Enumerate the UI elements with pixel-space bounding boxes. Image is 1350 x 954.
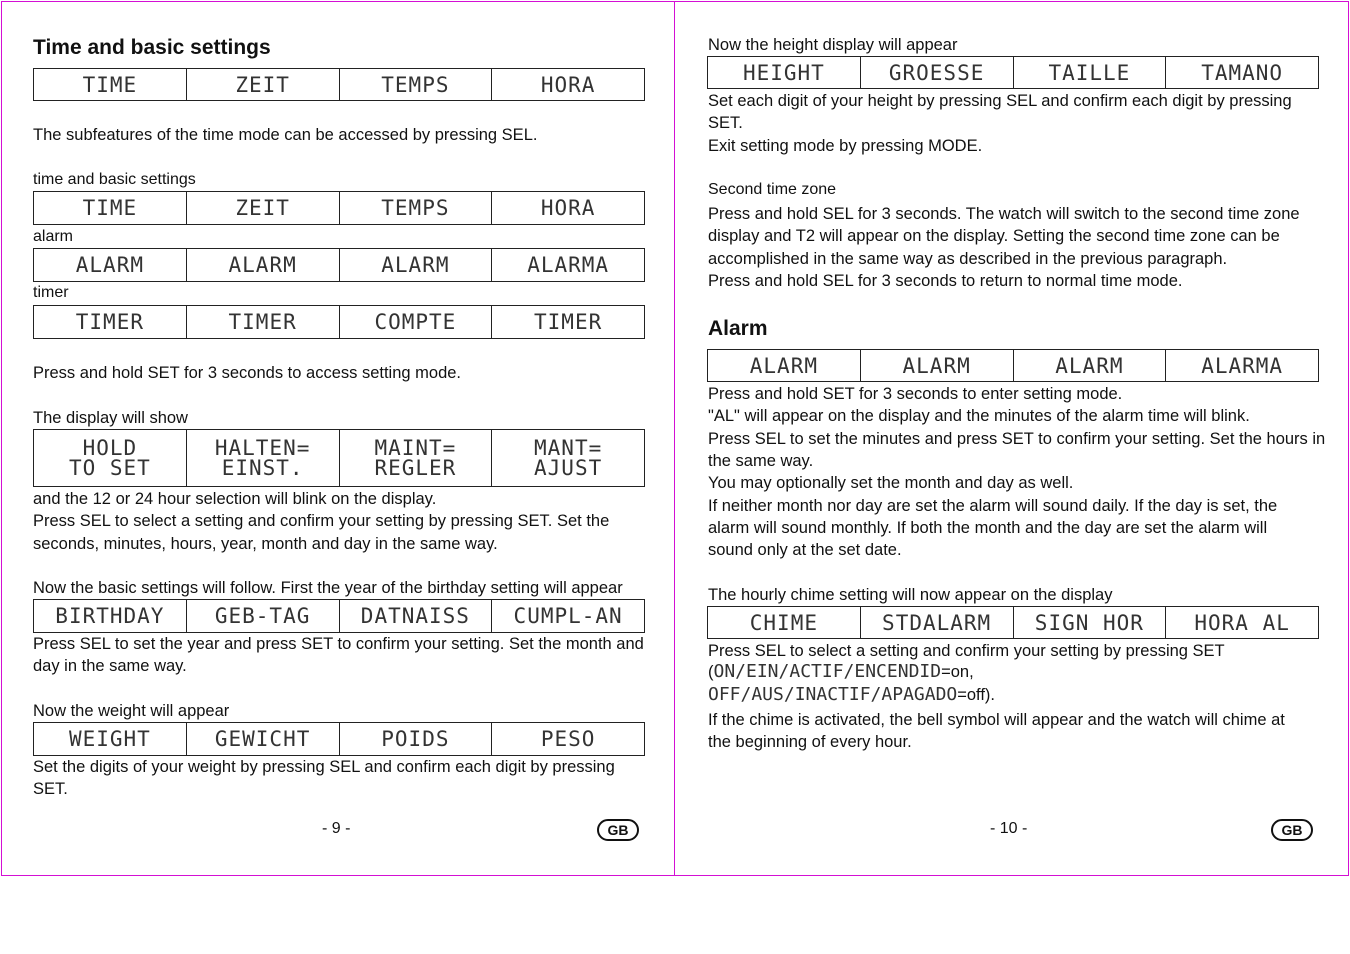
- lcd-cell: PESO: [491, 723, 644, 755]
- paragraph: Press and hold SEL for 3 seconds to return to normal time mode.: [708, 272, 1183, 290]
- lcd-cell: MAINT= REGLER: [339, 430, 492, 486]
- lcd-cell: GEWICHT: [186, 723, 339, 755]
- paragraph: the beginning of every hour.: [708, 733, 912, 751]
- off-lcd-text: OFF/AUS/INACTIF/APAGADO: [708, 684, 958, 705]
- lcd-cell: MANT= AJUST: [491, 430, 644, 486]
- label-time-basic: time and basic settings: [33, 171, 196, 188]
- lcd-cell: GROESSE: [860, 57, 1013, 88]
- label-alarm: alarm: [33, 228, 74, 245]
- paragraph: If the chime is activated, the bell symbol will appear and the watch will chime at: [708, 711, 1285, 729]
- on-lcd-text: ON/EIN/ACTIF/ENCENDID: [713, 661, 942, 682]
- lcd-cell: COMPTE: [339, 306, 492, 338]
- lcd-cell: BIRTHDAY: [55, 604, 165, 628]
- lcd-cell: CUMPL-AN: [491, 600, 644, 632]
- lcd-table-timer: [33, 305, 645, 339]
- paragraph: Press SEL to set the year and press SET to confirm your setting. Set the month and: [33, 635, 644, 653]
- paragraph: The display will show: [33, 409, 188, 427]
- paragraph: The hourly chime setting will now appear on the display: [708, 586, 1113, 604]
- off-line: [708, 684, 995, 707]
- lcd-cell: TIME: [82, 72, 138, 97]
- section-title-alarm: Alarm: [708, 317, 768, 340]
- lcd-cell: TEMPS: [339, 69, 492, 100]
- lcd-table-height: [707, 56, 1319, 89]
- lcd-table-chime: [707, 606, 1319, 639]
- lcd-cell: HEIGHT: [742, 60, 825, 85]
- paragraph: Press SEL to select a setting and confirm your setting by pressing SET. Set the: [33, 512, 610, 530]
- paragraph: accomplished in the same way as described in the previous paragraph.: [708, 250, 1228, 268]
- on-line: (ON/EIN/ACTIF/ENCENDID=on,: [708, 661, 974, 682]
- paragraph: SET.: [33, 780, 68, 798]
- lcd-table-hold: [33, 429, 645, 487]
- lcd-cell: ALARM: [186, 249, 339, 281]
- lcd-cell: DATNAISS: [339, 600, 492, 632]
- paragraph: The subfeatures of the time mode can be accessed by pressing SEL.: [33, 126, 538, 144]
- lcd-cell: TEMPS: [339, 192, 492, 224]
- paragraph: Press and hold SET for 3 seconds to access setting mode.: [33, 364, 462, 382]
- label-second-time-zone: Second time zone: [708, 181, 837, 198]
- section-title-time: Time and basic settings: [33, 36, 271, 59]
- lcd-cell: TIMER: [491, 306, 644, 338]
- label-timer: timer: [33, 284, 69, 301]
- lcd-cell: TIME: [82, 196, 138, 220]
- lcd-cell: STDALARM: [860, 607, 1013, 638]
- on-suffix: =on,: [941, 663, 974, 681]
- lcd-table-alarm: [33, 248, 645, 282]
- lcd-cell: TIMER: [75, 310, 144, 334]
- lcd-table-alarm-right: [707, 349, 1319, 382]
- paragraph: Now the weight will appear: [33, 702, 230, 720]
- page-number: - 9 -: [322, 820, 351, 837]
- lcd-cell: SIGN HOR: [1013, 607, 1166, 638]
- paragraph: the same way.: [708, 452, 814, 470]
- lcd-cell: ALARM: [1013, 350, 1166, 381]
- paragraph: Exit setting mode by pressing MODE.: [708, 137, 983, 155]
- off-suffix: =off).: [957, 686, 996, 704]
- paragraph: Set the digits of your weight by pressing SEL and confirm each digit by pressing: [33, 758, 615, 776]
- paragraph: SET.: [708, 114, 743, 132]
- language-badge: GB: [597, 819, 639, 841]
- lcd-cell: ALARMA: [1165, 350, 1318, 381]
- lcd-cell: ZEIT: [186, 69, 339, 100]
- lcd-cell: HORA AL: [1165, 607, 1318, 638]
- lcd-cell: HORA: [491, 192, 644, 224]
- lcd-table-time2: [33, 191, 645, 225]
- lcd-cell: TAILLE: [1013, 57, 1166, 88]
- lcd-cell: TIMER: [186, 306, 339, 338]
- paragraph: Now the basic settings will follow. First the year of the birthday setting will appear: [33, 579, 623, 597]
- lcd-table-time: [33, 68, 645, 101]
- lcd-cell: HORA: [491, 69, 644, 100]
- paragraph: You may optionally set the month and day as well.: [708, 474, 1074, 492]
- lcd-cell: ALARM: [860, 350, 1013, 381]
- lcd-cell: ALARM: [75, 253, 144, 277]
- paragraph: seconds, minutes, hours, year, month and day in the same way.: [33, 535, 498, 553]
- paragraph: If neither month nor day are set the alarm will sound daily. If the day is set, the: [708, 497, 1278, 515]
- lcd-cell: TAMANO: [1165, 57, 1318, 88]
- paragraph: sound only at the set date.: [708, 541, 902, 559]
- lcd-cell: CHIME: [749, 610, 818, 635]
- lcd-cell: ALARM: [339, 249, 492, 281]
- paragraph: Press and hold SEL for 3 seconds. The watch will switch to the second time zone: [708, 205, 1300, 223]
- lcd-table-birthday: [33, 599, 645, 633]
- paragraph: Press and hold SET for 3 seconds to enter setting mode.: [708, 385, 1123, 403]
- language-badge: GB: [1271, 819, 1313, 841]
- lcd-cell: GEB-TAG: [186, 600, 339, 632]
- paragraph: and the 12 or 24 hour selection will blink on the display.: [33, 490, 437, 508]
- lcd-table-weight: [33, 722, 645, 756]
- paragraph: "AL" will appear on the display and the minutes of the alarm time will blink.: [708, 407, 1250, 425]
- paragraph: Press SEL to set the minutes and press SET to confirm your setting. Set the hours in: [708, 430, 1326, 448]
- page-number: - 10 -: [990, 820, 1028, 837]
- paragraph: day in the same way.: [33, 657, 187, 675]
- lcd-cell: WEIGHT: [68, 727, 151, 751]
- lcd-cell: ALARMA: [491, 249, 644, 281]
- lcd-cell: POIDS: [339, 723, 492, 755]
- lcd-cell: HALTEN= EINST.: [186, 430, 339, 486]
- lcd-cell: HOLD TO SET: [68, 436, 151, 480]
- paragraph: Press SEL to select a setting and confirm your setting by pressing SET: [708, 642, 1225, 660]
- paragraph: alarm will sound monthly. If both the month and the day are set the alarm will: [708, 519, 1268, 537]
- lcd-cell: ZEIT: [186, 192, 339, 224]
- paragraph: Now the height display will appear: [708, 36, 958, 54]
- lcd-cell: ALARM: [749, 353, 818, 378]
- paragraph: Set each digit of your height by pressing SEL and confirm each digit by pressing: [708, 92, 1292, 110]
- paragraph: display and T2 will appear on the display. Setting the second time zone can be: [708, 227, 1280, 245]
